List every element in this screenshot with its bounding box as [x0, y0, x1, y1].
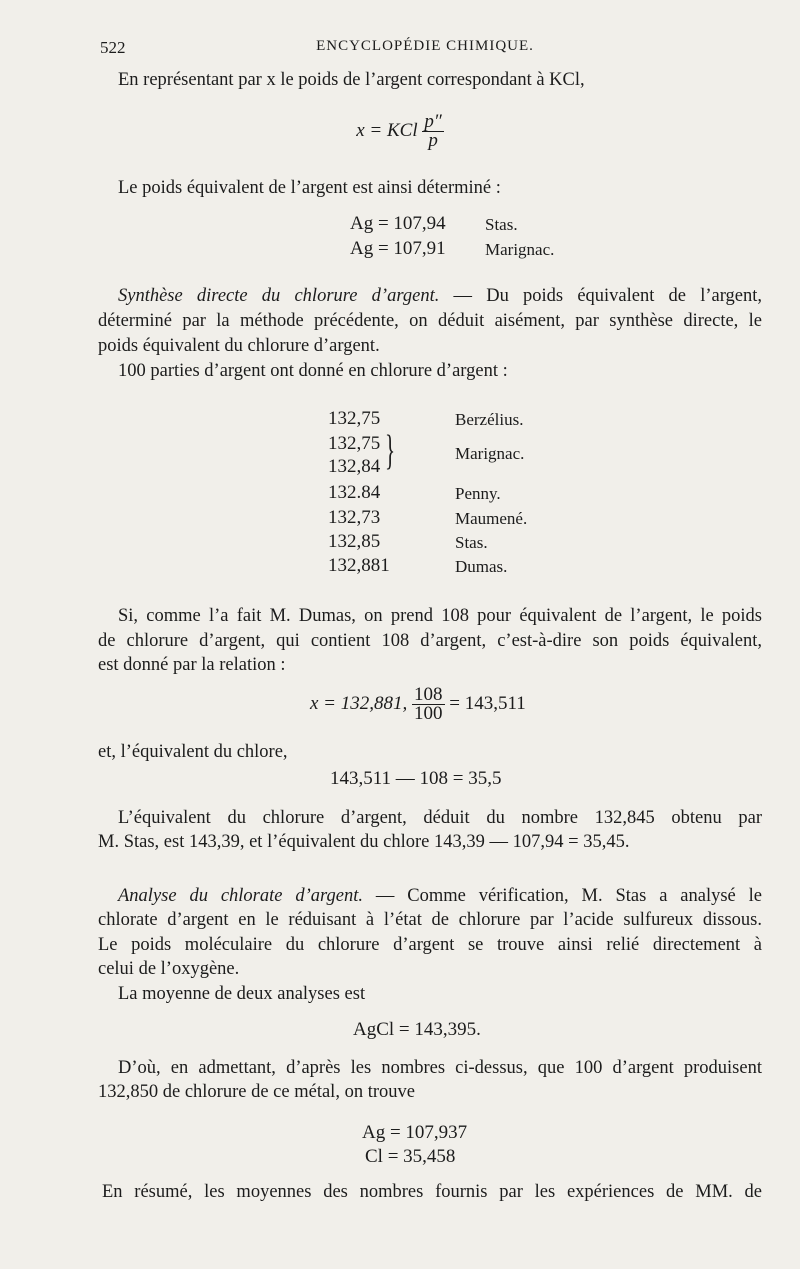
- running-title: ENCYCLOPÉDIE CHIMIQUE.: [316, 38, 534, 54]
- synthese-line-3: poids équivalent du chlorure d’argent.: [98, 336, 380, 356]
- chlorure-author-6: Stas.: [455, 533, 488, 552]
- paragraph-8-line-2: 132,850 de chlorure de ce métal, on trouve: [98, 1082, 415, 1102]
- synthese-text-1: — Du poids équivalent de l’argent,: [453, 286, 763, 306]
- paragraph-9: En résumé, les moyennes des nombres fournis par les expériences de MM. de: [102, 1182, 762, 1202]
- chlorure-value-4: 132.84: [328, 482, 381, 503]
- chlorure-value-1: 132,75: [328, 408, 381, 429]
- equation-1-denominator: p: [428, 130, 438, 151]
- analyse-line-3: Le poids moléculaire du chlorure d’argent se trouve ainsi relié directement à: [98, 935, 762, 955]
- chlorure-value-2: 132,75: [328, 433, 381, 454]
- ag-author-stas: Stas.: [485, 215, 518, 234]
- paragraph-4-line-2: de chlorure d’argent, qui contient 108 d’argent, c’est-à-dire son poids équivalent,: [98, 631, 762, 651]
- equation-2-lhs: x = 132,881,: [310, 692, 408, 714]
- paragraph-2: Le poids équivalent de l’argent est ainsi déterminé :: [118, 178, 501, 198]
- chlorure-author-5: Maumené.: [455, 509, 528, 528]
- ag-value-marignac: Ag = 107,91: [350, 238, 446, 259]
- equation-2: [310, 686, 526, 723]
- chlorure-author-1: Berzélius.: [455, 410, 524, 429]
- equation-3: 143,511 — 108 = 35,5: [330, 768, 502, 789]
- paragraph-5: et, l’équivalent du chlore,: [98, 742, 288, 762]
- analyse-text-1: — Comme vérification, M. Stas a analysé le: [375, 886, 762, 906]
- equation-2-numerator: 108: [414, 684, 443, 705]
- chlorure-author-7: Dumas.: [455, 557, 508, 576]
- equation-1-fraction: [422, 113, 443, 150]
- paragraph-6-line-1: L’équivalent du chlorure d’argent, déduit du nombre 132,845 obtenu par: [118, 808, 762, 828]
- chlorure-author-4: Penny.: [455, 484, 501, 503]
- page-header: [100, 38, 750, 62]
- analyse-line-1: [118, 884, 762, 908]
- paragraph-4-line-1: Si, comme l’a fait M. Dumas, on prend 108 pour équivalent de l’argent, le poids: [118, 606, 762, 626]
- paragraph-1: En représentant par x le poids de l’argent correspondant à KCl,: [118, 70, 585, 90]
- chlorure-value-6: 132,85: [328, 531, 381, 552]
- final-ag-value: Ag = 107,937: [362, 1122, 468, 1143]
- page-number: 522: [100, 38, 126, 57]
- paragraph-6-line-2: M. Stas, est 143,39, et l’équivalent du chlore 143,39 — 107,94 = 35,45.: [98, 832, 630, 852]
- paragraph-7: La moyenne de deux analyses est: [118, 984, 366, 1004]
- equation-1-numerator: p″: [424, 111, 442, 132]
- equation-2-rhs: = 143,511: [449, 692, 526, 714]
- analyse-line-2: chlorate d’argent en le réduisant à l’état de chlorure par l’acide sulfureux dissous.: [98, 910, 762, 930]
- equation-2-fraction: [412, 686, 445, 723]
- equation-1-lhs: x = KCl: [356, 119, 418, 141]
- final-cl-value: Cl = 35,458: [365, 1146, 456, 1167]
- synthese-title: Synthèse directe du chlorure d’argent.: [118, 286, 440, 306]
- brace-symbol: }: [385, 428, 396, 474]
- chlorure-value-7: 132,881: [328, 555, 390, 576]
- chlorure-value-5: 132,73: [328, 507, 381, 528]
- paragraph-3: 100 parties d’argent ont donné en chlorure d’argent :: [118, 361, 508, 381]
- analyse-line-4: celui de l’oxygène.: [98, 959, 240, 979]
- chlorure-value-3: 132,84: [328, 456, 381, 477]
- analyse-title: Analyse du chlorate d’argent.: [118, 886, 364, 906]
- chlorure-author-3: Marignac.: [455, 444, 525, 463]
- equation-1: [0, 113, 800, 150]
- equation-4: AgCl = 143,395.: [353, 1019, 481, 1040]
- paragraph-4-line-3: est donné par la relation :: [98, 655, 286, 675]
- synthese-line-2: déterminé par la méthode précédente, on déduit aisément, par synthèse directe, le: [98, 311, 762, 331]
- ag-value-stas: Ag = 107,94: [350, 213, 446, 234]
- equation-2-denominator: 100: [414, 703, 443, 724]
- synthese-line-1: [118, 284, 762, 308]
- ag-author-marignac: Marignac.: [485, 240, 555, 259]
- paragraph-8-line-1: D’où, en admettant, d’après les nombres ci-dessus, que 100 d’argent produisent: [118, 1058, 762, 1078]
